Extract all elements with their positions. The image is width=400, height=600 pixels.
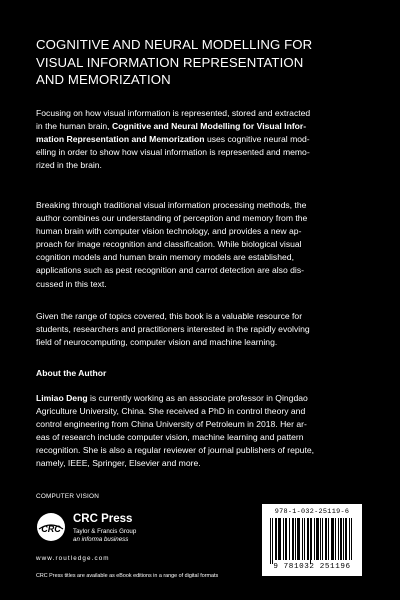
blurb-line: human brain with computer vision technology, and provides a new ap- <box>36 226 302 237</box>
blurb-line: author combines our understanding of perception and memory from the <box>36 213 308 224</box>
blurb-line: rized in the brain. <box>36 160 102 171</box>
publisher-business: an informa business <box>73 536 129 543</box>
isbn-number: 978-1-032-25119-6 <box>274 508 350 516</box>
crc-press-logo-icon <box>36 512 66 542</box>
title-line: VISUAL INFORMATION REPRESENTATION <box>36 54 304 70</box>
blurb-line: cognition models and human brain memory models are established, <box>36 252 294 263</box>
about-author-heading: About the Author <box>36 368 107 378</box>
book-title-inline: mation Representation and Memorization <box>36 134 205 145</box>
blurb-line: Given the range of topics covered, this book is a valuable resource for <box>36 311 303 321</box>
blurb-line: cussed in this text. <box>36 278 107 289</box>
blurb-line: Breaking through traditional visual information processing methods, the <box>36 200 307 210</box>
blurb-line: students, researchers and practitioners interested in the rapidly evolving <box>36 324 310 335</box>
bio-text: is currently working as an associate professor in Qingdao <box>87 393 308 403</box>
blurb-text: uses cognitive neural mod- <box>204 134 310 145</box>
author-name: Limiao Deng <box>36 393 88 403</box>
blurb-line: elling in order to show how visual information is represented and memo- <box>36 147 310 158</box>
book-title <box>36 36 376 89</box>
ebook-availability-note: CRC Press titles are available as eBook editions in a range of digital formats <box>36 573 219 579</box>
publisher-website: www.routledge.com <box>36 555 110 562</box>
blurb-line: Focusing on how visual information is represented, stored and extracted <box>36 108 311 118</box>
book-title-inline: Cognitive and Neural Modelling for Visual Infor- <box>111 121 307 132</box>
title-line: COGNITIVE AND NEURAL MODELLING FOR <box>36 37 313 52</box>
blurb-line: applications such as pest recognition and carrot detection are also dis- <box>36 265 304 276</box>
bio-line: recognition. She is also a regular reviewer of journal publishers of repute, <box>36 445 315 456</box>
subject-category: COMPUTER VISION <box>36 493 100 500</box>
bio-line: control engineering from China University of Petroleum in 2018. Her ar- <box>36 419 307 430</box>
bio-line: eas of research include computer vision, machine learning and pattern <box>36 432 304 443</box>
publisher-name: CRC Press <box>73 513 133 525</box>
publisher-group: Taylor & Francis Group <box>73 528 137 535</box>
barcode-icon <box>270 518 354 564</box>
isbn-barcode <box>262 504 362 576</box>
blurb-line: field of neurocomputing, computer vision and machine learning. <box>36 337 278 348</box>
blurb-paragraph-3 <box>36 310 368 349</box>
blurb-text: in the human brain, <box>36 121 112 132</box>
blurb-line: proach for image recognition and classification. While biological visual <box>36 239 302 250</box>
publisher-logo <box>36 512 236 572</box>
bio-line <box>36 392 368 405</box>
author-bio <box>36 392 368 471</box>
bio-line: Agriculture University, China. She received a PhD in control theory and <box>36 406 306 417</box>
blurb-paragraph-2 <box>36 199 368 291</box>
title-line: AND MEMORIZATION <box>36 72 171 88</box>
blurb-line <box>36 120 368 133</box>
blurb-line <box>36 133 368 146</box>
blurb-paragraph-1 <box>36 107 368 172</box>
bio-line: namely, IEEE, Springer, Elsevier and more. <box>36 458 201 469</box>
ean-number: 9 781032 251196 <box>273 563 351 571</box>
logo-text: CRC <box>41 524 61 534</box>
